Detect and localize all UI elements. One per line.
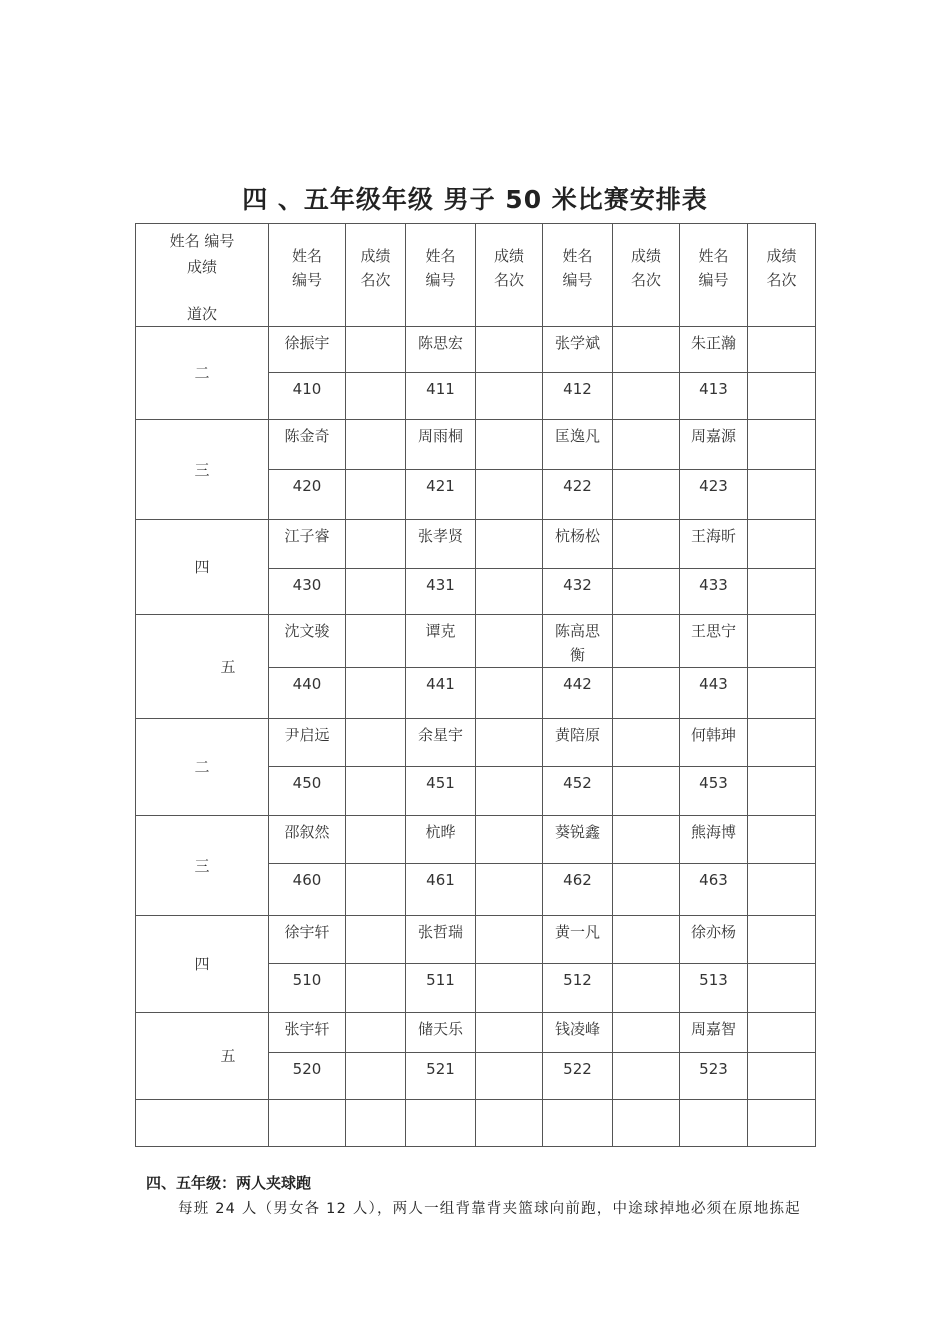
name-row	[136, 1013, 816, 1053]
athlete-number: 411	[406, 373, 476, 420]
athlete-number: 423	[680, 470, 748, 520]
score-cell[interactable]	[346, 816, 406, 864]
rank-cell[interactable]	[613, 668, 680, 719]
athlete-name	[680, 327, 748, 373]
athlete-name-text: 黄一凡	[554, 923, 600, 941]
rank-cell[interactable]	[613, 569, 680, 615]
score-cell[interactable]	[346, 719, 406, 767]
athlete-name-text: 徐振宇	[284, 334, 330, 352]
athlete-name	[406, 1013, 476, 1053]
athlete-name-text: 张孝贤	[417, 527, 463, 545]
lane-cell: 四	[136, 520, 269, 615]
rank-cell[interactable]	[346, 964, 406, 1013]
athlete-name	[543, 719, 613, 767]
athlete-name	[269, 327, 346, 373]
athlete-name-text: 余星宇	[417, 726, 463, 744]
empty-cell[interactable]	[543, 1100, 613, 1147]
score-cell[interactable]	[613, 719, 680, 767]
rank-cell[interactable]	[613, 767, 680, 816]
empty-cell[interactable]	[748, 1100, 816, 1147]
athlete-name-text: 谭克	[425, 622, 456, 640]
score-cell[interactable]	[346, 520, 406, 569]
score-cell[interactable]	[748, 916, 816, 964]
athlete-number: 510	[269, 964, 346, 1013]
section-text: 每班 24 人（男女各 12 人），两人一组背靠背夹篮球向前跑，中途球掉地必须在原地拣起	[178, 1201, 801, 1217]
athlete-name	[543, 520, 613, 569]
athlete-name-text: 杭杨松	[554, 527, 600, 545]
athlete-number: 512	[543, 964, 613, 1013]
score-cell[interactable]	[346, 327, 406, 373]
athlete-name-text: 陈高思衡	[554, 622, 600, 664]
athlete-name	[269, 816, 346, 864]
rank-cell[interactable]	[476, 864, 543, 916]
athlete-name	[543, 816, 613, 864]
lane-cell: 三	[136, 816, 269, 916]
score-cell[interactable]	[613, 615, 680, 668]
rank-cell[interactable]	[613, 470, 680, 520]
athlete-name	[543, 615, 613, 668]
score-cell[interactable]	[613, 327, 680, 373]
athlete-name	[406, 615, 476, 668]
header-label: 姓名 编号	[698, 247, 729, 289]
score-cell[interactable]	[748, 520, 816, 569]
empty-cell[interactable]	[680, 1100, 748, 1147]
score-cell[interactable]	[613, 420, 680, 470]
score-cell[interactable]	[476, 520, 543, 569]
athlete-name	[269, 520, 346, 569]
athlete-name-text: 王海昕	[690, 527, 736, 545]
athlete-name-text: 王思宁	[690, 622, 736, 640]
athlete-name	[680, 719, 748, 767]
header-label: 成绩 名次	[493, 247, 524, 289]
athlete-name-text: 沈文骏	[284, 622, 330, 640]
athlete-name-text: 何韩珅	[690, 726, 736, 744]
empty-row	[136, 1100, 816, 1147]
rank-cell[interactable]	[346, 373, 406, 420]
athlete-number: 450	[269, 767, 346, 816]
schedule-table	[135, 223, 816, 1147]
rank-cell[interactable]	[346, 864, 406, 916]
rank-cell[interactable]	[476, 767, 543, 816]
score-cell[interactable]	[748, 816, 816, 864]
athlete-name-text: 周嘉智	[690, 1020, 736, 1038]
rank-cell[interactable]	[346, 569, 406, 615]
athlete-name-text: 徐宇轩	[284, 923, 330, 941]
athlete-name-text: 周雨桐	[417, 427, 463, 445]
athlete-name-text: 邵叙然	[284, 823, 330, 841]
athlete-number: 461	[406, 864, 476, 916]
athlete-name-text: 张宇轩	[284, 1020, 330, 1038]
score-cell[interactable]	[613, 1013, 680, 1053]
athlete-name	[406, 327, 476, 373]
rank-cell[interactable]	[346, 668, 406, 719]
athlete-name	[269, 420, 346, 470]
athlete-number: 432	[543, 569, 613, 615]
athlete-number: 520	[269, 1053, 346, 1100]
athlete-number: 452	[543, 767, 613, 816]
athlete-name-text: 朱正瀚	[690, 334, 736, 352]
athlete-number: 421	[406, 470, 476, 520]
name-number-header	[406, 224, 476, 327]
name-row	[136, 816, 816, 864]
athlete-number: 440	[269, 668, 346, 719]
score-cell[interactable]	[476, 420, 543, 470]
rank-cell[interactable]	[613, 373, 680, 420]
athlete-name	[406, 420, 476, 470]
athlete-name	[543, 420, 613, 470]
score-cell[interactable]	[748, 615, 816, 668]
score-cell[interactable]	[613, 916, 680, 964]
score-rank-header	[613, 224, 680, 327]
score-cell[interactable]	[748, 327, 816, 373]
section-title: 四、五年级：两人夹球跑	[146, 1174, 312, 1192]
rank-cell[interactable]	[748, 470, 816, 520]
rank-cell[interactable]	[476, 569, 543, 615]
name-row	[136, 520, 816, 569]
athlete-name-text: 黄陪原	[554, 726, 600, 744]
score-rank-header	[346, 224, 406, 327]
athlete-name-text: 陈思宏	[417, 334, 463, 352]
athlete-name	[269, 719, 346, 767]
rank-cell[interactable]	[476, 964, 543, 1013]
athlete-number: 463	[680, 864, 748, 916]
athlete-name-text: 张学斌	[554, 334, 600, 352]
athlete-name-text: 钱凌峰	[554, 1020, 600, 1038]
rank-cell[interactable]	[748, 373, 816, 420]
score-cell[interactable]	[476, 816, 543, 864]
rank-cell[interactable]	[346, 1053, 406, 1100]
score-cell[interactable]	[346, 615, 406, 668]
empty-cell[interactable]	[406, 1100, 476, 1147]
page-title: 四 、五年级年级 男子 50 米比赛安排表	[242, 185, 708, 214]
name-number-header	[543, 224, 613, 327]
athlete-number: 433	[680, 569, 748, 615]
rank-cell[interactable]	[613, 864, 680, 916]
empty-cell[interactable]	[476, 1100, 543, 1147]
rank-cell[interactable]	[476, 1053, 543, 1100]
athlete-name	[406, 719, 476, 767]
score-cell[interactable]	[346, 1013, 406, 1053]
rank-cell[interactable]	[476, 668, 543, 719]
rank-cell[interactable]	[748, 668, 816, 719]
athlete-name	[680, 420, 748, 470]
athlete-number: 442	[543, 668, 613, 719]
name-row	[136, 420, 816, 470]
header-label: 姓名 编号	[425, 247, 456, 289]
athlete-name	[680, 1013, 748, 1053]
athlete-number: 513	[680, 964, 748, 1013]
athlete-name-text: 尹启远	[284, 726, 330, 744]
score-rank-header	[748, 224, 816, 327]
score-cell[interactable]	[476, 615, 543, 668]
lane-cell: 二	[136, 719, 269, 816]
score-cell[interactable]	[346, 420, 406, 470]
score-rank-header	[476, 224, 543, 327]
athlete-name	[680, 520, 748, 569]
lane-cell: 四	[136, 916, 269, 1013]
rank-cell[interactable]	[748, 864, 816, 916]
score-cell[interactable]	[748, 1013, 816, 1053]
athlete-name-text: 江子睿	[284, 527, 330, 545]
score-cell[interactable]	[613, 816, 680, 864]
rank-cell[interactable]	[748, 569, 816, 615]
athlete-number: 410	[269, 373, 346, 420]
rank-cell[interactable]	[476, 470, 543, 520]
empty-cell[interactable]	[269, 1100, 346, 1147]
lane-cell: 五	[136, 1013, 269, 1100]
athlete-name	[406, 520, 476, 569]
header-label: 成绩 名次	[766, 247, 797, 289]
name-number-header	[680, 224, 748, 327]
athlete-name-text: 储天乐	[417, 1020, 463, 1038]
athlete-name	[406, 816, 476, 864]
header-label: 成绩 名次	[360, 247, 391, 289]
name-row	[136, 327, 816, 373]
athlete-number: 431	[406, 569, 476, 615]
athlete-name-text: 徐亦杨	[690, 923, 736, 941]
empty-cell[interactable]	[136, 1100, 269, 1147]
athlete-name-text: 熊海博	[690, 823, 736, 841]
empty-cell[interactable]	[346, 1100, 406, 1147]
athlete-number: 412	[543, 373, 613, 420]
athlete-name-text: 周嘉源	[690, 427, 736, 445]
athlete-number: 422	[543, 470, 613, 520]
lane-cell: 五	[136, 615, 269, 719]
athlete-name	[680, 816, 748, 864]
athlete-name	[680, 916, 748, 964]
lane-cell: 三	[136, 420, 269, 520]
athlete-name	[543, 327, 613, 373]
score-cell[interactable]	[613, 520, 680, 569]
athlete-number: 521	[406, 1053, 476, 1100]
name-row	[136, 916, 816, 964]
name-row	[136, 719, 816, 767]
rank-cell[interactable]	[476, 373, 543, 420]
lane-cell: 二	[136, 327, 269, 420]
corner-bottom-label: 道次	[186, 305, 217, 323]
athlete-number: 413	[680, 373, 748, 420]
score-cell[interactable]	[748, 420, 816, 470]
rank-cell[interactable]	[346, 767, 406, 816]
corner-header	[136, 224, 269, 327]
athlete-name	[406, 916, 476, 964]
rank-cell[interactable]	[613, 964, 680, 1013]
athlete-number: 453	[680, 767, 748, 816]
score-cell[interactable]	[346, 916, 406, 964]
name-number-header	[269, 224, 346, 327]
athlete-name	[269, 615, 346, 668]
rank-cell[interactable]	[748, 767, 816, 816]
score-cell[interactable]	[476, 719, 543, 767]
athlete-name-text: 匡逸凡	[554, 427, 600, 445]
score-cell[interactable]	[476, 1013, 543, 1053]
athlete-number: 443	[680, 668, 748, 719]
athlete-number: 462	[543, 864, 613, 916]
athlete-name-text: 陈金奇	[284, 427, 330, 445]
athlete-name	[543, 916, 613, 964]
athlete-number: 522	[543, 1053, 613, 1100]
rank-cell[interactable]	[748, 964, 816, 1013]
athlete-number: 511	[406, 964, 476, 1013]
athlete-name-text: 葵锐鑫	[554, 823, 600, 841]
athlete-name-text: 张哲瑞	[417, 923, 463, 941]
rank-cell[interactable]	[748, 1053, 816, 1100]
empty-cell[interactable]	[613, 1100, 680, 1147]
athlete-name	[269, 916, 346, 964]
athlete-number: 420	[269, 470, 346, 520]
athlete-number: 523	[680, 1053, 748, 1100]
athlete-name	[680, 615, 748, 668]
athlete-name	[543, 1013, 613, 1053]
athlete-name	[269, 1013, 346, 1053]
score-cell[interactable]	[748, 719, 816, 767]
name-row	[136, 615, 816, 668]
athlete-number: 441	[406, 668, 476, 719]
rank-cell[interactable]	[346, 470, 406, 520]
header-label: 姓名 编号	[291, 247, 322, 289]
header-label: 姓名 编号	[562, 247, 593, 289]
score-cell[interactable]	[476, 916, 543, 964]
athlete-number: 460	[269, 864, 346, 916]
header-row	[136, 224, 816, 327]
athlete-name-text: 杭晔	[425, 823, 456, 841]
corner-top-label: 姓名 编号 成绩	[169, 232, 235, 276]
rank-cell[interactable]	[613, 1053, 680, 1100]
header-label: 成绩 名次	[630, 247, 661, 289]
athlete-number: 451	[406, 767, 476, 816]
score-cell[interactable]	[476, 327, 543, 373]
athlete-number: 430	[269, 569, 346, 615]
